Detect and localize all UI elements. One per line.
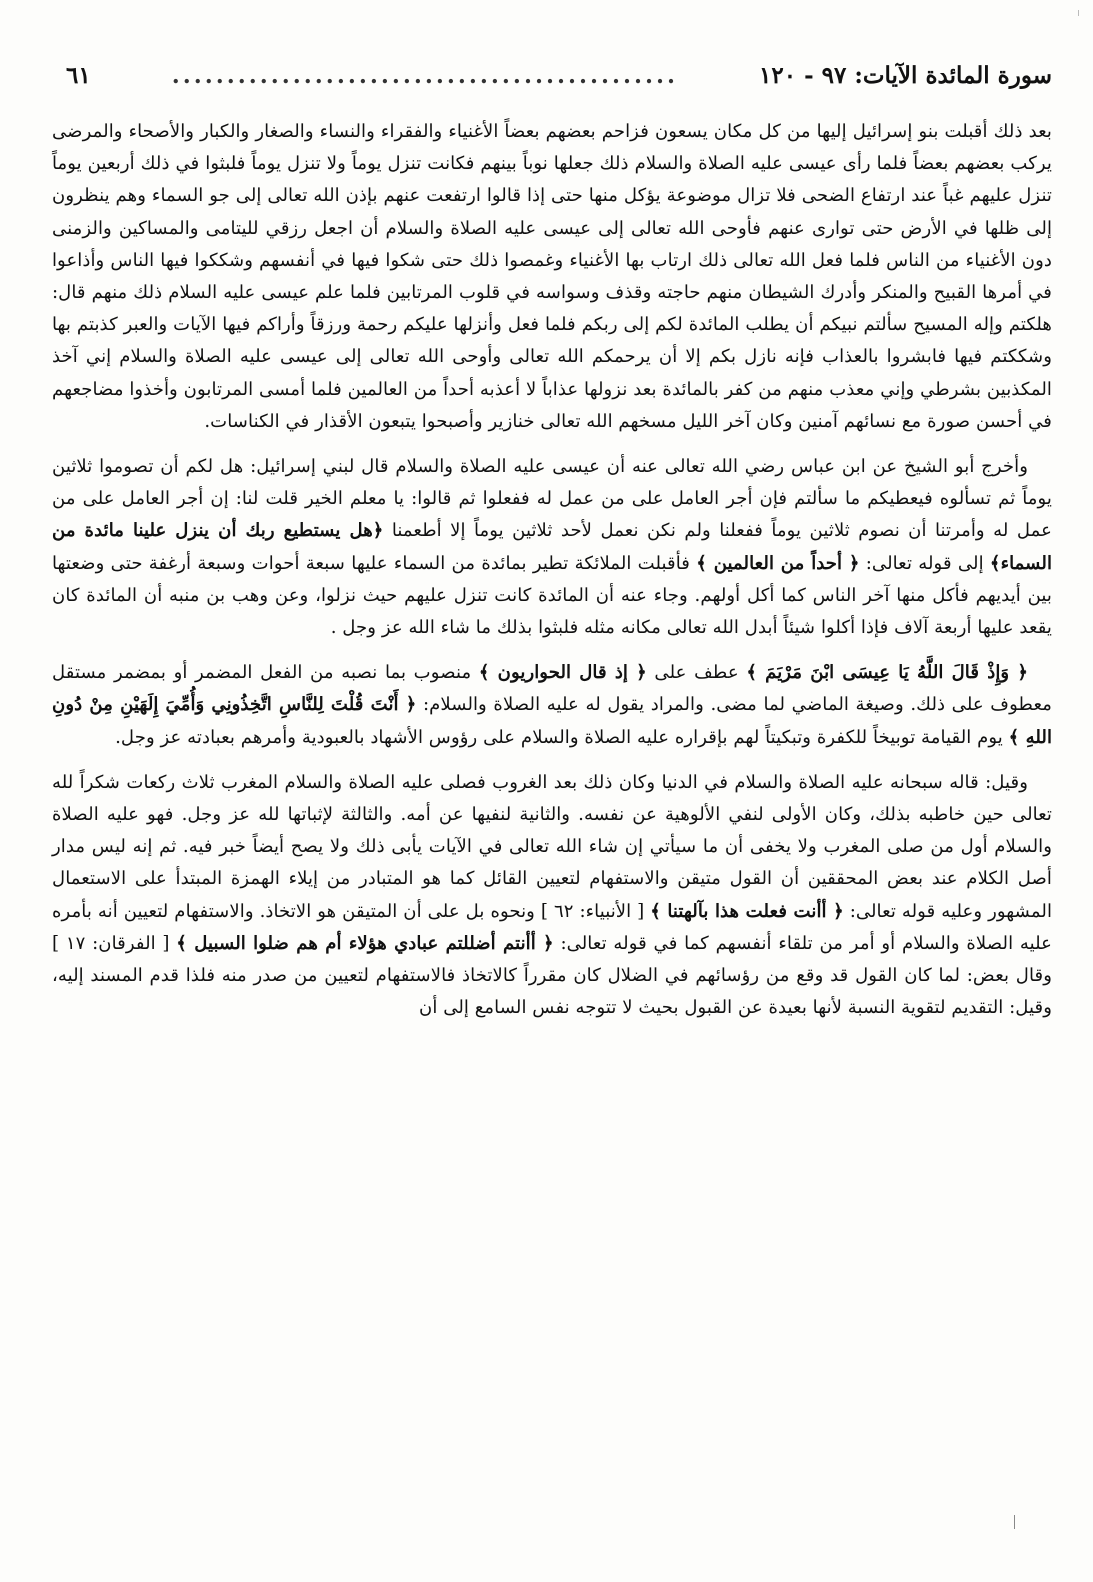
text-segment: [ الأنبياء: ٦٢ ] ونحوه بل على أن المتيقن هو الاتخاذ. والاستفهام لتعيين أنه بأمره عليه الصلاة والسلام أو أمر من تلقاء أنفسهم كما في قوله تعالى: [52, 900, 1052, 954]
quran-quote: ﴿ أأنت فعلت هذا بآلهتنا ﴾ [650, 900, 844, 922]
quran-quote: ﴿ أَنْتَ قُلْتَ لِلنَّاسِ اتَّخِذُونِي وَأُمِّيَ إِلَهَيْنِ مِنْ دُونِ اللهِ ﴾ [52, 694, 1052, 748]
text-segment: منصوب بما نصبه من الفعل المضمر أو بمضمر مستقل معطوف على ذلك. وصيغة الماضي لما مضى. والمراد يقول له عليه الصلاة والسلام: [52, 662, 1052, 716]
quran-verse: ﴿ وَإِذْ قَالَ اللَّهُ يَا عِيسَى ابْنَ مَرْيَمَ ﴾ [746, 662, 1028, 684]
body-text [52, 116, 1052, 1024]
text-segment: بعد ذلك أقبلت بنو إسرائيل إليها من كل مكان يسعون فزاحم بعضهم بعضاً الأغنياء والفقراء والنساء والصغار والكبار والأصحاء والمرضى يركب بعضهم بعضاً فلما رأى عيسى عليه الصلاة والسلام ذلك جعلها نوباً بينهم فكانت تنزل يوماً ولا تنزل يوماً فلبثوا في ذلك أربعين يوماً تنزل عليهم غباً عند ارتفاع الضحى فلا تزال موضوعة يؤكل منها حتى إذا قالوا ارتفعت عنهم بإذن الله تعالى إلى جو السماء وهم ينظرون إلى ظلها في الأرض حتى توارى عنهم فأوحى الله تعالى إلى عيسى عليه الصلاة والسلام أن اجعل رزقي لليتامى والمساكين والزمنى دون الأغنياء من الناس فلما فعل الله تعالى ذلك ارتاب بها الأغنياء وغمصوا ذلك حتى شكوا فيها في أنفسهم وشككوا فيها الناس وأذاعوا في أمرها القبيح والمنكر وأدرك الشيطان منهم حاجته وقذف وسواسه في قلوب المرتابين فلما علم عيسى عليه السلام ذلك منهم قال: هلكتم وإله المسيح سألتم نبيكم أن يطلب المائدة لكم إلى ربكم فلما فعل وأنزلها عليكم رحمة ورزقاً وأراكم فيها الآيات والعبر كذبتم بها وشككتم فيها فابشروا بالعذاب فإنه نازل بكم إلا أن يرحمكم الله تعالى وأوحى الله تعالى إلى عيسى عليه الصلاة والسلام إني آخذ المكذبين بشرطي وإني معذب منهم من كفر بالمائدة بعد نزولها عذاباً لا أعذبه أحداً من العالمين فلما أمسى المرتابون وأخذوا مضاجعهم في أحسن صورة مع نسائهم آمنين وكان آخر الليل مسخهم الله تعالى خنازير وأصبحوا يتبعون الأقذار في الكناسات. [52, 121, 1052, 432]
text-segment: وقيل: قاله سبحانه عليه الصلاة والسلام في الدنيا وكان ذلك بعد الغروب فصلى عليه الصلاة والسلام المغرب ثلاث ركعات شكراً لله تعالى حين خاطبه بذلك، وكان الأولى لنفي الألوهية عن نفسه. والثانية لنفيها عن أمه. والثالثة لإثباتها لله عز وجل. فهو عليه الصلاة والسلام أول من صلى المغرب ولا يخفى أن ما سيأتي إن شاء الله تعالى في الآيات يأبى ذلك ولا يصح أيضاً خبر فيه. ثم إنه ليس مدار أصل الكلام عند بعض المحققين أن القول متيقن والاستفهام لتعيين القائل كما هو المتبادر من إيلاء الهمزة المبتدأ على الاستعمال المشهور وعليه قوله تعالى: [52, 771, 1052, 922]
paragraph-2 [52, 451, 1052, 644]
book-page [52, 62, 1052, 1562]
paragraph-4 [52, 767, 1052, 1025]
running-header [52, 62, 1052, 102]
scan-corner-mark [1078, 10, 1079, 16]
surah-header-title: سورة المائدة الآيات: ٩٧ - ١٢٠ [759, 62, 1052, 89]
text-segment: [ الفرقان: ١٧ ] وقال بعض: لما كان القول قد وقع من رؤسائهم في الضلال كان مقرراً كالاتخاذ فالاستفهام لتعيين من صدر منه فلذا قدم المسند إليه، وقيل: التقديم لتقوية النسبة لأنها بعيدة عن القبول بحيث لا تتوجه نفس السامع إلى أن [52, 932, 1052, 1019]
paragraph-1 [52, 116, 1052, 438]
quran-quote: ﴿ أحداً من العالمين ﴾ [696, 552, 860, 574]
text-segment: إلى قوله تعالى: [859, 552, 990, 574]
page-number: ٦١ [66, 62, 91, 89]
text-segment: عطف على [646, 662, 747, 684]
quran-quote: ﴿هل يستطيع ربك أن ينزل علينا مائدة من السماء﴾ [52, 520, 1052, 574]
quran-quote: ﴿ أأنتم أضللتم عبادي هؤلاء أم هم ضلوا السبيل ﴾ [176, 932, 554, 954]
text-segment: فأقبلت الملائكة تطير بمائدة من السماء عليها سبعة أحوات وسبعة أرغفة حتى وضعتها بين أيديهم فأكل منها آخر الناس كما أكل أولهم. وجاء عنه أن المائدة كانت تنزل عليهم حيث نزلوا، وعن وهب بن منبه أن المائدة كان يقعد عليها أربعة آلاف فإذا أكلوا شيئاً أبدل الله تعالى مكانه مثله فلبثوا بذلك ما شاء الله عز وجل . [52, 552, 1052, 639]
header-dot-leader: .............................................. [171, 62, 679, 89]
paragraph-3 [52, 657, 1052, 754]
text-segment: يوم القيامة توبيخاً للكفرة وتبكيتاً لهم بإقراره عليه الصلاة والسلام على رؤوس الأشهاد بالعبودية وأمرهم بعبادته عز وجل. [115, 726, 1009, 748]
scan-margin-mark [1014, 1515, 1015, 1529]
text-segment: وأخرج أبو الشيخ عن ابن عباس رضي الله تعالى عنه أن عيسى عليه الصلاة والسلام قال لبني إسرائيل: هل لكم أن تصوموا ثلاثين يوماً ثم تسألوه فيعطيكم ما سألتم فإن أجر العامل على من عمل له ففعلوا ثم قالوا: يا معلم الخير قلت لنا: إن أجر العامل على من عمل له وأمرتنا أن نصوم ثلاثين يوماً ففعلنا ولم نكن نعمل لأحد ثلاثين يوماً إلا أطعمنا [52, 456, 1052, 542]
quran-quote: ﴿ إذ قال الحواريون ﴾ [478, 662, 647, 684]
